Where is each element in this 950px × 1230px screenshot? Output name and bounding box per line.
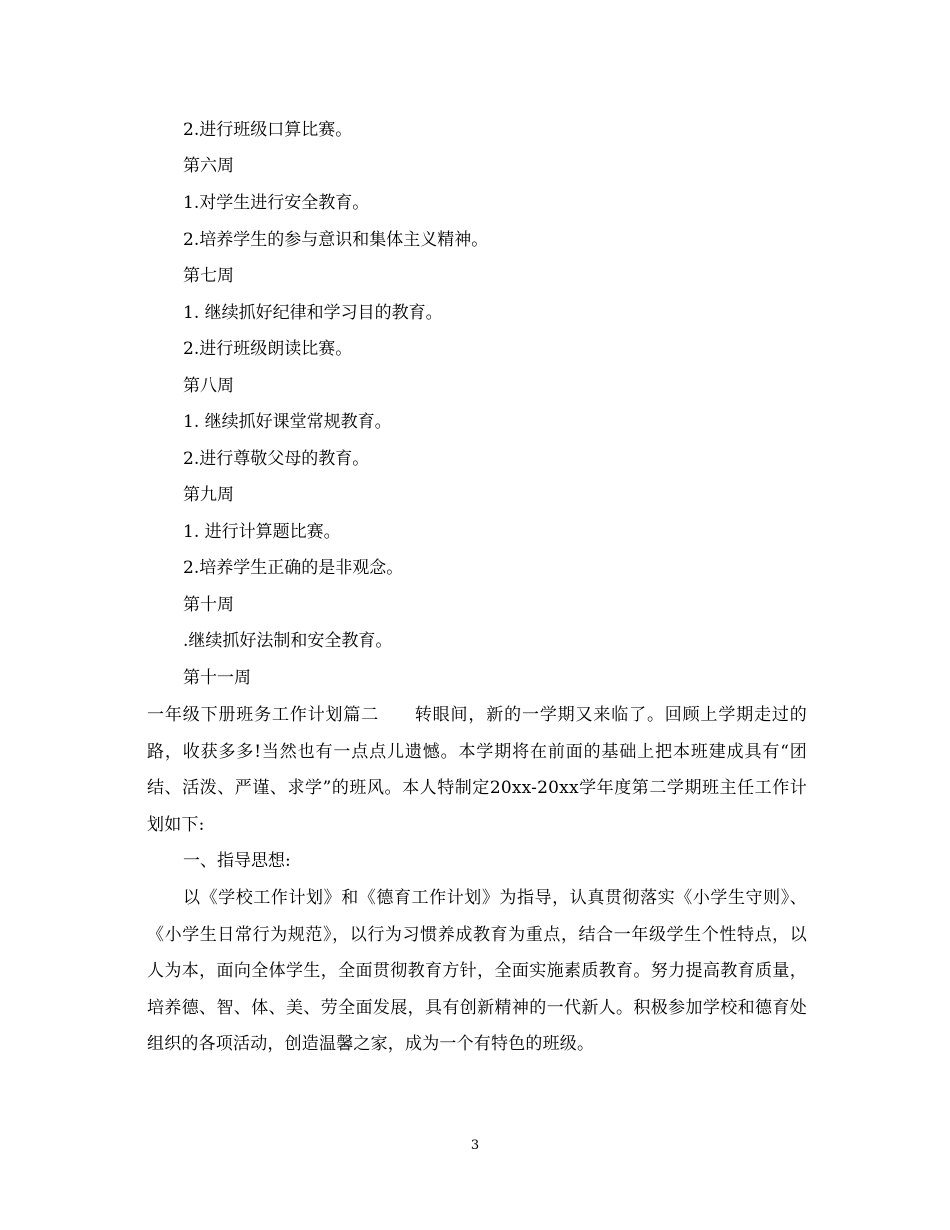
section-heading-guiding-thought: 一、指导思想:: [183, 851, 291, 871]
line-week7-item1: 1. 继续抓好纪律和学习目的教育。: [183, 303, 443, 323]
paragraph-intro: 一年级下册班务工作计划篇二 转眼间，新的一学期又来临了。回顾上学期走过的路，收获多多!当然也有一点点儿遗憾。本学期将在前面的基础上把本班建成具有“团结、活泼、严谨、求学”的班风。本人特制定20xx-20xx学年度第二学期班主任工作计划如下:: [147, 705, 807, 835]
line-week5-item2: 2.进行班级口算比赛。: [183, 120, 353, 140]
line-week6-item2: 2.培养学生的参与意识和集体主义精神。: [183, 230, 489, 250]
line-week6-item1: 1.对学生进行安全教育。: [183, 193, 370, 213]
line-week9-item2: 2.培养学生正确的是非观念。: [183, 558, 404, 578]
heading-week6: 第六周: [183, 156, 234, 176]
paragraph-guiding-thought: 以《学校工作计划》和《德育工作计划》为指导，认真贯彻落实《小学生守则》、《小学生日常行为规范》，以行为习惯养成教育为重点，结合一年级学生个性特点，以人为本，面向全体学生，全面贯彻教育方针，全面实施素质教育。努力提高教育质量，培养德、智、体、美、劳全面发展，具有创新精神的一代新人。积极参加学校和德育处组织的各项活动，创造温馨之家，成为一个有特色的班级。: [147, 888, 807, 1054]
heading-week8: 第八周: [183, 376, 234, 396]
line-week7-item2: 2.进行班级朗读比赛。: [183, 339, 353, 359]
line-week8-item2: 2.进行尊敬父母的教育。: [183, 449, 370, 469]
line-week10-item: .继续抓好法制和安全教育。: [183, 631, 393, 651]
heading-week7: 第七周: [183, 266, 234, 286]
heading-week10: 第十周: [183, 595, 234, 615]
heading-week11: 第十一周: [183, 668, 251, 688]
line-week9-item1: 1. 进行计算题比赛。: [183, 522, 341, 542]
line-week8-item1: 1. 继续抓好课堂常规教育。: [183, 412, 392, 432]
page-number: 3: [470, 1138, 480, 1153]
heading-week9: 第九周: [183, 485, 234, 505]
